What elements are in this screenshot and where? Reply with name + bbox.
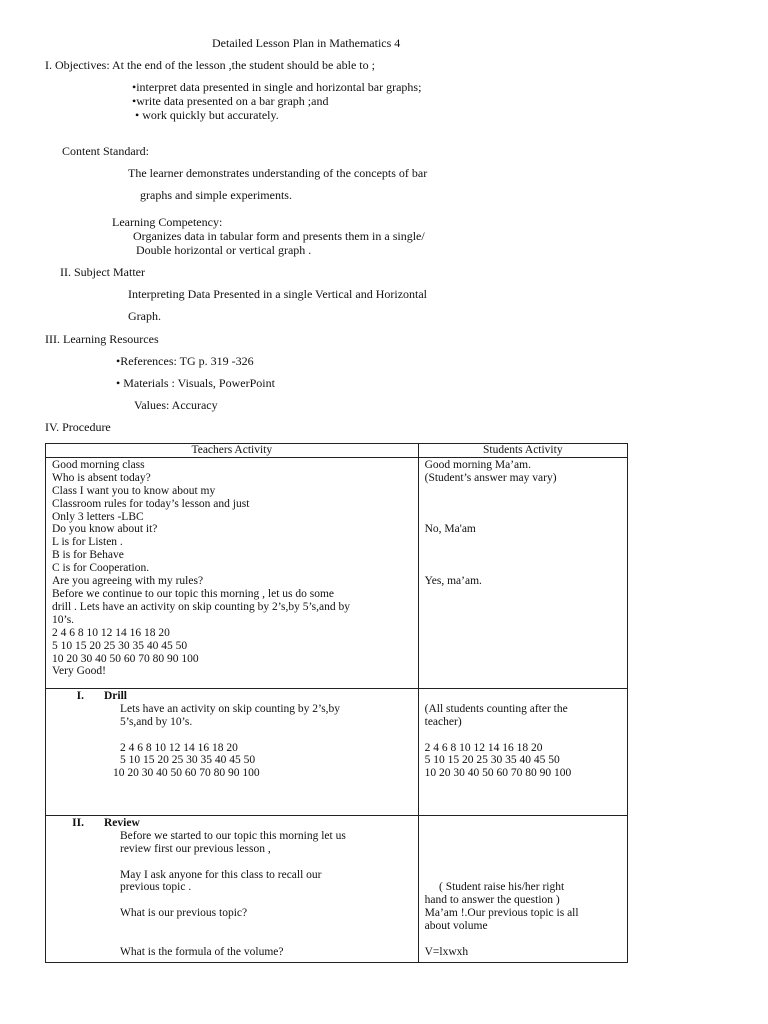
subject-matter-text: Graph. [128,309,161,323]
student-line: Ma’am !.Our previous topic is all [424,907,579,920]
drill-title: Drill [104,689,127,702]
student-line: (All students counting after the [424,702,568,715]
teacher-line: Good morning class [52,458,145,471]
intro-row [46,457,628,688]
procedure-heading: IV. Procedure [45,420,111,434]
teacher-line: 10 20 30 40 50 60 70 80 90 100 [52,652,199,665]
teacher-line: previous topic . [120,881,192,894]
teacher-line: What is our previous topic? [120,907,248,920]
references-item: • References: TG p. 319 -326 [116,354,254,369]
objective-item: • write data presented on a bar graph ;and [132,94,328,109]
teacher-line: 5 10 15 20 25 30 35 40 45 50 [120,754,256,767]
learning-competency-text: Double horizontal or vertical graph . [136,243,312,257]
teacher-line: drill . Lets have an activity on skip counting by 2’s,by 5’s,and by [52,600,351,613]
teachers-activity-header: Teachers Activity [46,444,419,458]
teacher-line: Who is absent today? [52,471,151,484]
student-line: V=lxwxh [424,945,469,958]
teacher-line: Very Good! [52,665,106,678]
drill-student-cell [418,688,627,815]
objective-item: • work quickly but accurately. [135,108,279,123]
procedure-table-header [46,444,628,458]
teacher-line: 2 4 6 8 10 12 14 16 18 20 [52,626,170,639]
student-line: 10 20 30 40 50 60 70 80 90 100 [424,767,572,780]
student-line: Good morning Ma’am. [424,458,531,471]
content-standard-text: graphs and simple experiments. [140,188,292,202]
teacher-line: Lets have an activity on skip counting by 2’s,by [120,702,341,715]
procedure-table [45,443,628,963]
subject-matter-heading: II. Subject Matter [60,265,145,279]
teacher-line: Do you know about it? [52,523,158,536]
teacher-line: 10 20 30 40 50 60 70 80 90 100 [113,767,260,780]
teacher-line: 2 4 6 8 10 12 14 16 18 20 [120,741,238,754]
objective-item: • interpret data presented in single and horizontal bar graphs; [132,80,421,95]
review-title: Review [104,816,140,829]
drill-teacher-cell [46,688,419,815]
teacher-line: 10’s. [52,613,75,626]
teacher-line: Before we continue to our topic this morning , let us do some [52,587,335,600]
learning-competency-label: Learning Competency: [112,215,223,229]
intro-student-cell [418,457,627,688]
student-line: ( Student raise his/her right [424,881,565,894]
student-line: teacher) [424,715,462,728]
review-heading [46,817,418,830]
content-standard-text: The learner demonstrates understanding of the concepts of bar [128,166,428,180]
review-row [46,815,628,962]
teacher-line: May I ask anyone for this class to recall our [120,868,322,881]
student-line: Yes, ma’am. [424,574,482,587]
drill-number: I. [76,689,84,702]
teacher-line: L is for Listen . [52,536,123,549]
student-line: 5 10 15 20 25 30 35 40 45 50 [424,754,560,767]
teacher-line: Only 3 letters -LBC [52,510,144,523]
drill-row [46,688,628,815]
student-line: No, Ma'am [424,523,476,536]
objectives-heading: I. Objectives: At the end of the lesson ,the student should be able to ; [45,58,375,72]
teacher-line: C is for Cooperation. [52,562,150,575]
review-number: II. [72,816,84,829]
students-activity-header: Students Activity [418,444,627,458]
teacher-line: Are you agreeing with my rules? [52,575,204,588]
student-line: about volume [424,920,488,933]
teacher-line: Before we started to our topic this morning let us [120,829,346,842]
student-line: hand to answer the question ) [424,894,560,907]
review-student-cell [418,815,627,962]
teacher-line: Class I want you to know about my [52,484,216,497]
student-line: (Student’s answer may vary) [424,471,557,484]
teacher-line: Classroom rules for today’s lesson and just [52,497,250,510]
review-teacher-cell [46,815,419,962]
drill-heading [46,690,418,703]
subject-matter-text: Interpreting Data Presented in a single Vertical and Horizontal [128,287,428,301]
values-item: Values: Accuracy [134,398,218,412]
teacher-line: B is for Behave [52,549,124,562]
page-title: Detailed Lesson Plan in Mathematics 4 [212,36,401,50]
learning-competency-text: Organizes data in tabular form and presents them in a single/ [133,229,425,243]
teacher-line: What is the formula of the volume? [120,945,284,958]
teacher-line: review first our previous lesson , [120,842,271,855]
learning-resources-heading: III. Learning Resources [45,332,159,346]
intro-teacher-cell [46,457,419,688]
teacher-line: 5’s,and by 10’s. [120,715,193,728]
teacher-line: 5 10 15 20 25 30 35 40 45 50 [52,639,188,652]
materials-item: • Materials : Visuals, PowerPoint [116,376,275,391]
content-standard-label: Content Standard: [62,144,149,158]
student-line: 2 4 6 8 10 12 14 16 18 20 [424,741,543,754]
